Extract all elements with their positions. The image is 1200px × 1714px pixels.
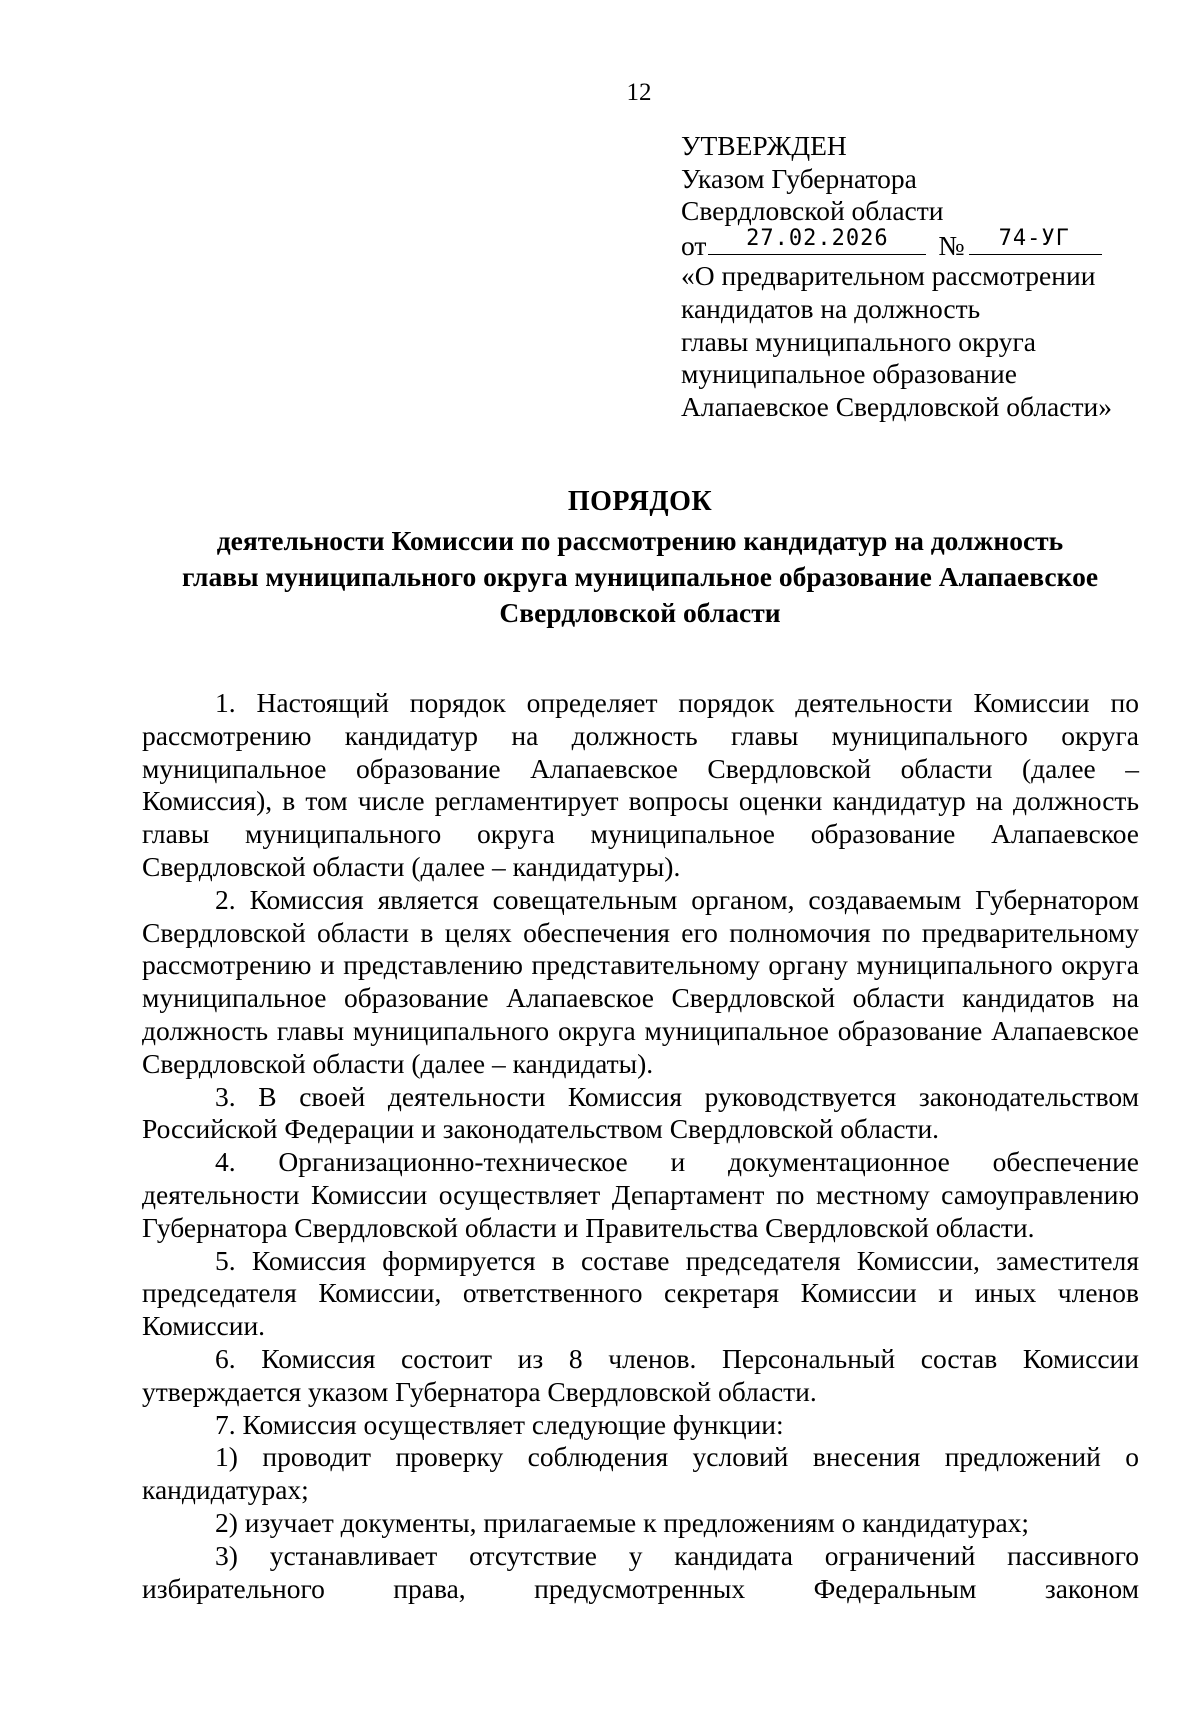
date-value: 27.02.2026: [746, 226, 889, 252]
decree-title-line: «О предварительном рассмотрении: [681, 260, 1096, 292]
date-label: от: [681, 229, 707, 261]
page-number: 12: [626, 79, 652, 106]
number-field: [969, 228, 1102, 255]
document-body: [142, 687, 1139, 1605]
number-label: №: [938, 229, 965, 261]
paragraph-2: 2. Комиссия является совещательным органом, создаваемым Губернатором Свердловской области в целях обеспечения его полномочия по предварительному рассмотрению и представлению представительному органу муниципального округа муниципальное образование Алапаевское Свердловской области кандидатов на должность главы муниципального округа муниципальное образование Алапаевское Свердловской области (далее – кандидаты).: [142, 883, 1139, 1079]
approval-stamp-block: [681, 130, 1151, 423]
decree-title-line: Алапаевское Свердловской области»: [681, 390, 1112, 422]
document-title-block: [140, 484, 1140, 631]
decree-title-line: муниципальное образование: [681, 358, 1017, 390]
date-field: [708, 228, 926, 255]
list-item-2: 2) изучает документы, прилагаемые к предложениям о кандидатурах;: [215, 1506, 1030, 1538]
paragraph-7: 7. Комиссия осуществляет следующие функции:: [215, 1408, 784, 1440]
approval-issuer: Указом Губернатора: [681, 162, 917, 194]
paragraph-1: 1. Настоящий порядок определяет порядок деятельности Комиссии по рассмотрению кандидатур на должность главы муниципального округа муниципальное образование Алапаевское Свердловской области (далее – Комиссия), в том числе регламентирует вопросы оценки кандидатур на должность главы муниципального округа муниципальное образование Алапаевское Свердловской области (далее – кандидатуры).: [142, 687, 1139, 882]
document-subtitle: деятельности Комиссии по рассмотрению кандидатур на должность главы муниципального округа муниципальное образование Алапаевское Свердловской области: [181, 525, 1099, 628]
paragraph-4: 4. Организационно-техническое и документационное обеспечение деятельности Комиссии осуществляет Департамент по местному самоуправлению Губернатора Свердловской области и Правительства Свердловской области.: [142, 1146, 1139, 1243]
decree-title-line: главы муниципального округа: [681, 325, 1037, 357]
document-title: ПОРЯДОК: [567, 486, 713, 517]
paragraph-5: 5. Комиссия формируется в составе председателя Комиссии, заместителя председателя Комиссии, ответственного секретаря Комиссии и иных членов Комиссии.: [142, 1244, 1139, 1342]
paragraph-6: 6. Комиссия состоит из 8 членов. Персональный состав Комиссии утверждается указом Губернатора Свердловской области.: [142, 1342, 1139, 1407]
list-item-3: 3) устанавливает отсутствие у кандидата ограничений пассивного избирательного права, предусмотренных Федеральным законом: [142, 1539, 1139, 1604]
approval-date-number-line: [681, 228, 1151, 261]
paragraph-3: 3. В своей деятельности Комиссия руководствуется законодательством Российской Федерации и законодательством Свердловской области.: [142, 1080, 1139, 1145]
approval-region: Свердловской области: [681, 195, 944, 227]
list-item-1: 1) проводит проверку соблюдения условий внесения предложений о кандидатурах;: [142, 1441, 1139, 1506]
number-value: 74-УГ: [998, 226, 1070, 252]
approval-heading: УТВЕРЖДЕН: [681, 130, 847, 161]
decree-title-line: кандидатов на должность: [681, 292, 981, 324]
